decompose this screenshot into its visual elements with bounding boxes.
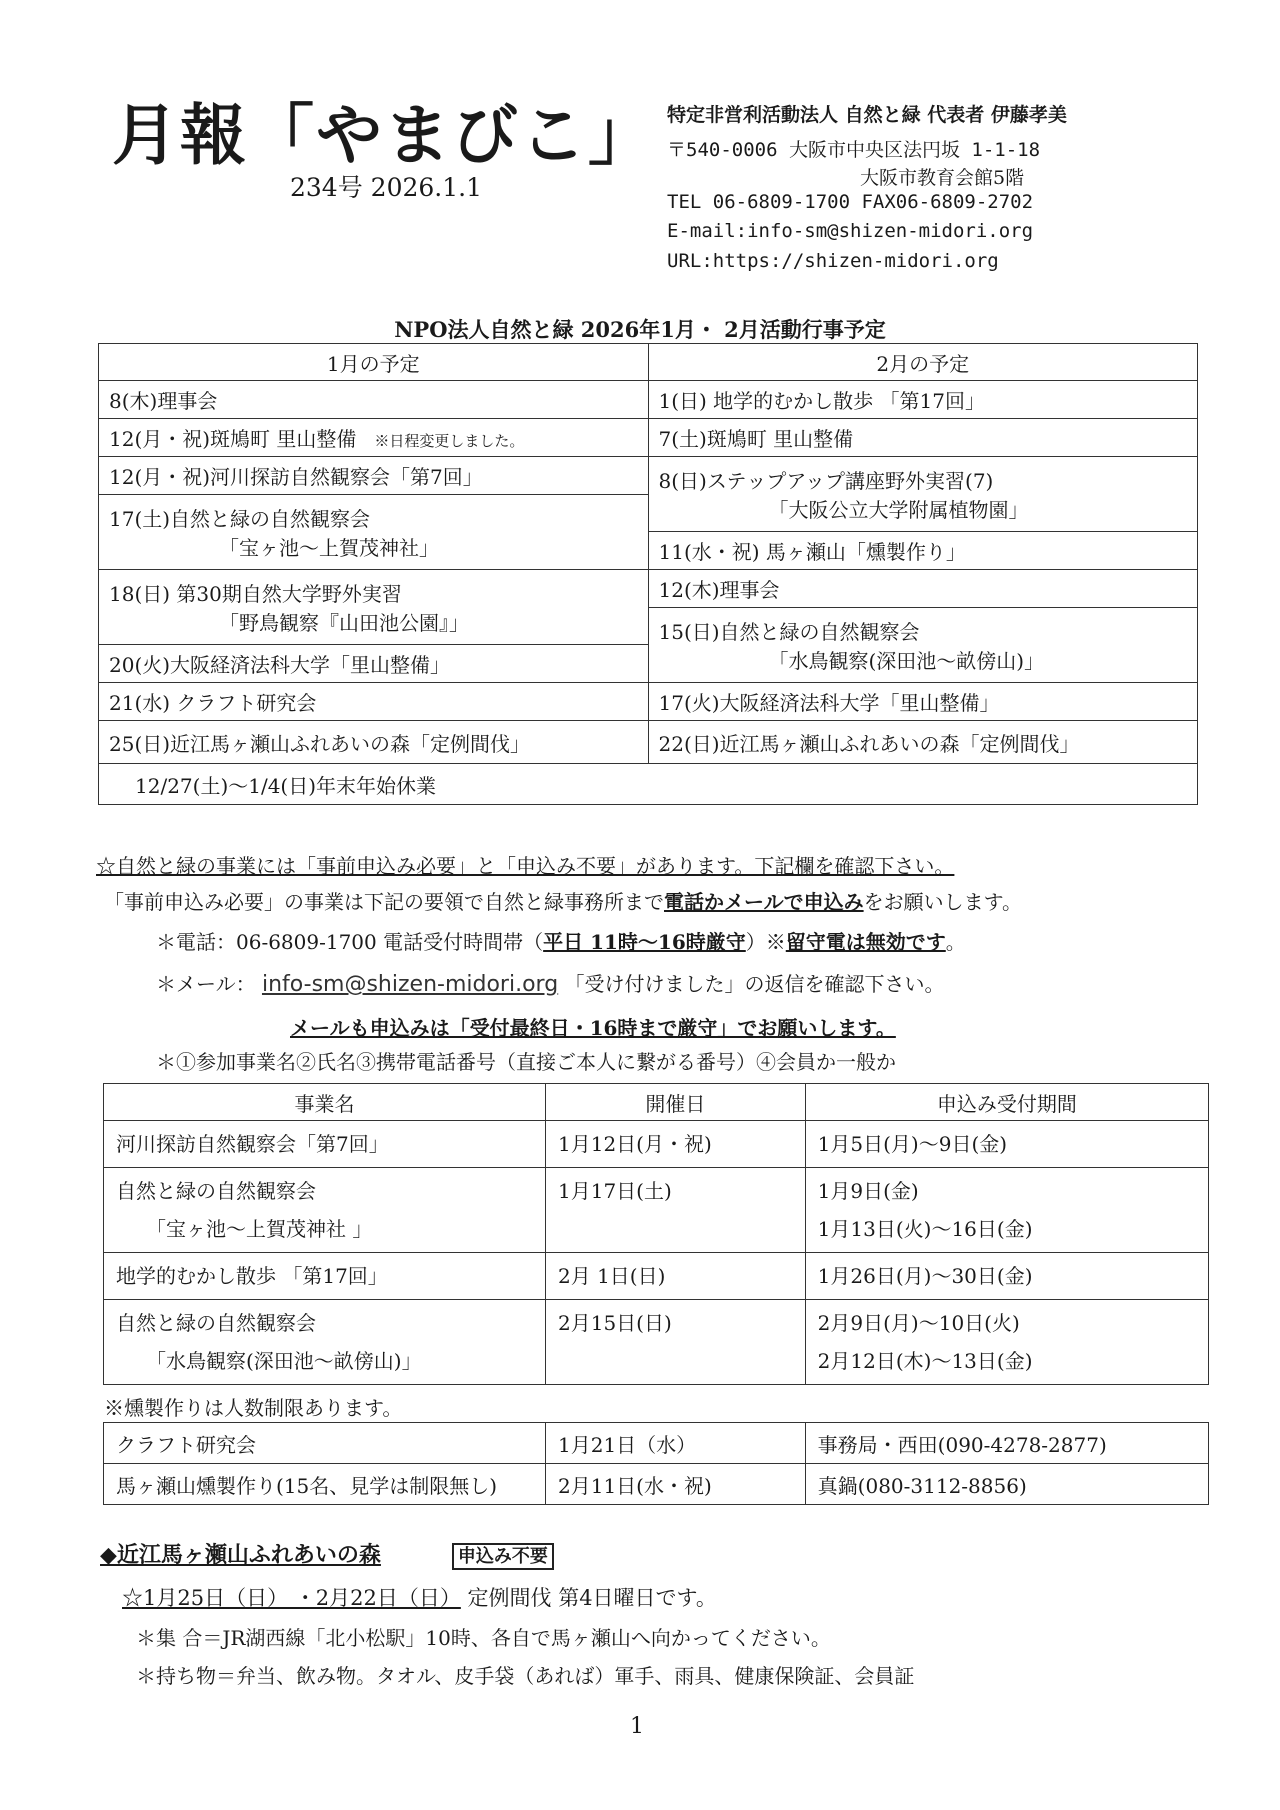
schedule-holiday: 12/27(土)～1/4(日)年末年始休業 — [99, 764, 1198, 805]
schedule-cell: 15(日)自然と緑の自然観察会 「水鳥観察(深田池～畝傍山)」 — [648, 608, 1198, 683]
org-address-building: 大阪市教育会館5階 — [860, 167, 1025, 189]
apply-header: 申込み受付期間 — [805, 1084, 1208, 1121]
apply-header: 事業名 — [104, 1084, 546, 1121]
schedule-cell: 18(日) 第30期自然大学野外実習 「野鳥観察『山田池公園』」 — [99, 570, 649, 645]
forest-items: ＊持ち物＝弁当、飲み物。タオル、皮手袋（あれば）軍手、雨具、健康保険証、会員証 — [136, 1664, 915, 1688]
notice-method: 「事前申込み必要」の事業は下記の要領で自然と緑事務所まで電話かメールで申込みをお願いします。 — [104, 890, 1023, 914]
table-row: クラフト研究会 1月21日（水） 事務局・西田(090-4278-2877) — [104, 1423, 1209, 1464]
org-tel-fax: TEL 06-6809-1700 FAX06-6809-2702 — [667, 191, 1034, 213]
schedule-cell: 17(土)自然と緑の自然観察会 「宝ヶ池～上賀茂神社」 — [99, 495, 649, 570]
mail-link[interactable]: info-sm@shizen-midori.org — [261, 972, 559, 997]
schedule-change-note: ※日程変更しました。 — [374, 432, 525, 450]
schedule-cell: 1(日) 地学的むかし散歩 「第17回」 — [648, 381, 1198, 419]
page-number: 1 — [630, 1714, 644, 1739]
no-registration-badge: 申込み不要 — [452, 1543, 554, 1570]
schedule-cell: 21(水) クラフト研究会 — [99, 683, 649, 721]
schedule-cell: 17(火)大阪経済法科大学「里山整備」 — [648, 683, 1198, 721]
schedule-cell: 22(日)近江馬ヶ瀬山ふれあいの森「定例間伐」 — [648, 721, 1198, 764]
forest-heading: ◆近江馬ヶ瀬山ふれあいの森 — [100, 1542, 381, 1568]
newsletter-title: 月報「やまびこ」 — [112, 97, 656, 174]
schedule-cell: 12(木)理事会 — [648, 570, 1198, 608]
apply-header: 開催日 — [546, 1084, 806, 1121]
forest-meeting: ＊集 合＝JR湖西線「北小松駅」10時、各自で馬ヶ瀬山へ向かってください。 — [136, 1626, 831, 1650]
notice-mail: ＊メール： info-sm@shizen-midori.org 「受け付けました」の返信を確認下さい。 — [156, 972, 945, 997]
org-name: 特定非営利活動法人 自然と緑 代表者 伊藤孝美 — [667, 104, 1067, 126]
schedule-cell: 20(火)大阪経済法科大学「里山整備」 — [99, 645, 649, 683]
table-row: 河川探訪自然観察会「第7回」 1月12日(月・祝) 1月5日(月)～9日(金) — [104, 1121, 1209, 1168]
issue-number: 234号 2026.1.1 — [290, 173, 482, 202]
org-address: 〒540-0006 大阪市中央区法円坂 1-1-18 — [667, 139, 1041, 161]
smoke-limit-note: ※燻製作りは人数制限あります。 — [104, 1396, 403, 1420]
table-row: 自然と緑の自然観察会 「宝ヶ池～上賀茂神社 」 1月17日(土) 1月9日(金) 1月13日(火)～16日(金) — [104, 1168, 1209, 1253]
table-row: 自然と緑の自然観察会 「水鳥観察(深田池～畝傍山)」 2月15日(日) 2月9日(月)～10日(火) 2月12日(木)～13日(金) — [104, 1300, 1209, 1385]
schedule-header-jan: 1月の予定 — [99, 344, 649, 381]
schedule-cell: 8(木)理事会 — [99, 381, 649, 419]
notice-required-items: ＊①参加事業名②氏名③携帯電話番号（直接ご本人に繋がる番号）④会員か一般か — [156, 1050, 896, 1074]
schedule-title: NPO法人自然と緑 2026年1月・ 2月活動行事予定 — [394, 317, 886, 342]
forest-dates: ☆1月25日（日） ・2月22日（日） 定例間伐 第4日曜日です。 — [122, 1586, 717, 1610]
forest-section — [100, 1538, 554, 1569]
schedule-cell: 12(月・祝)斑鳩町 里山整備 ※日程変更しました。 — [99, 419, 649, 457]
table-row: 地学的むかし散歩 「第17回」 2月 1日(日) 1月26日(月)～30日(金) — [104, 1253, 1209, 1300]
schedule-cell: 25(日)近江馬ヶ瀬山ふれあいの森「定例間伐」 — [99, 721, 649, 764]
notice-deadline: メールも申込みは「受付最終日・16時まで厳守」でお願いします。 — [290, 1016, 896, 1040]
schedule-header-feb: 2月の予定 — [648, 344, 1198, 381]
schedule-cell: 12(月・祝)河川探訪自然観察会「第7回」 — [99, 457, 649, 495]
contact-table — [103, 1422, 1209, 1505]
schedule-table — [98, 343, 1198, 805]
schedule-cell: 11(水・祝) 馬ヶ瀬山「燻製作り」 — [648, 532, 1198, 570]
schedule-cell: 7(土)斑鳩町 里山整備 — [648, 419, 1198, 457]
table-row: 馬ヶ瀬山燻製作り(15名、見学は制限無し) 2月11日(水・祝) 真鍋(080-3112-8856) — [104, 1464, 1209, 1505]
org-url[interactable]: URL:https://shizen-midori.org — [667, 250, 999, 272]
notice-line: ☆自然と緑の事業には「事前申込み必要」と「申込み不要」があります。下記欄を確認下さい。 — [96, 854, 955, 878]
org-email[interactable]: E-mail:info-sm@shizen-midori.org — [667, 220, 1034, 242]
application-table — [103, 1083, 1209, 1385]
schedule-cell: 8(日)ステップアップ講座野外実習(7) 「大阪公立大学附属植物園」 — [648, 457, 1198, 532]
notice-phone: ＊電話：06-6809-1700 電話受付時間帯（平日 11時～16時厳守）※留守電は無効です。 — [156, 930, 966, 954]
